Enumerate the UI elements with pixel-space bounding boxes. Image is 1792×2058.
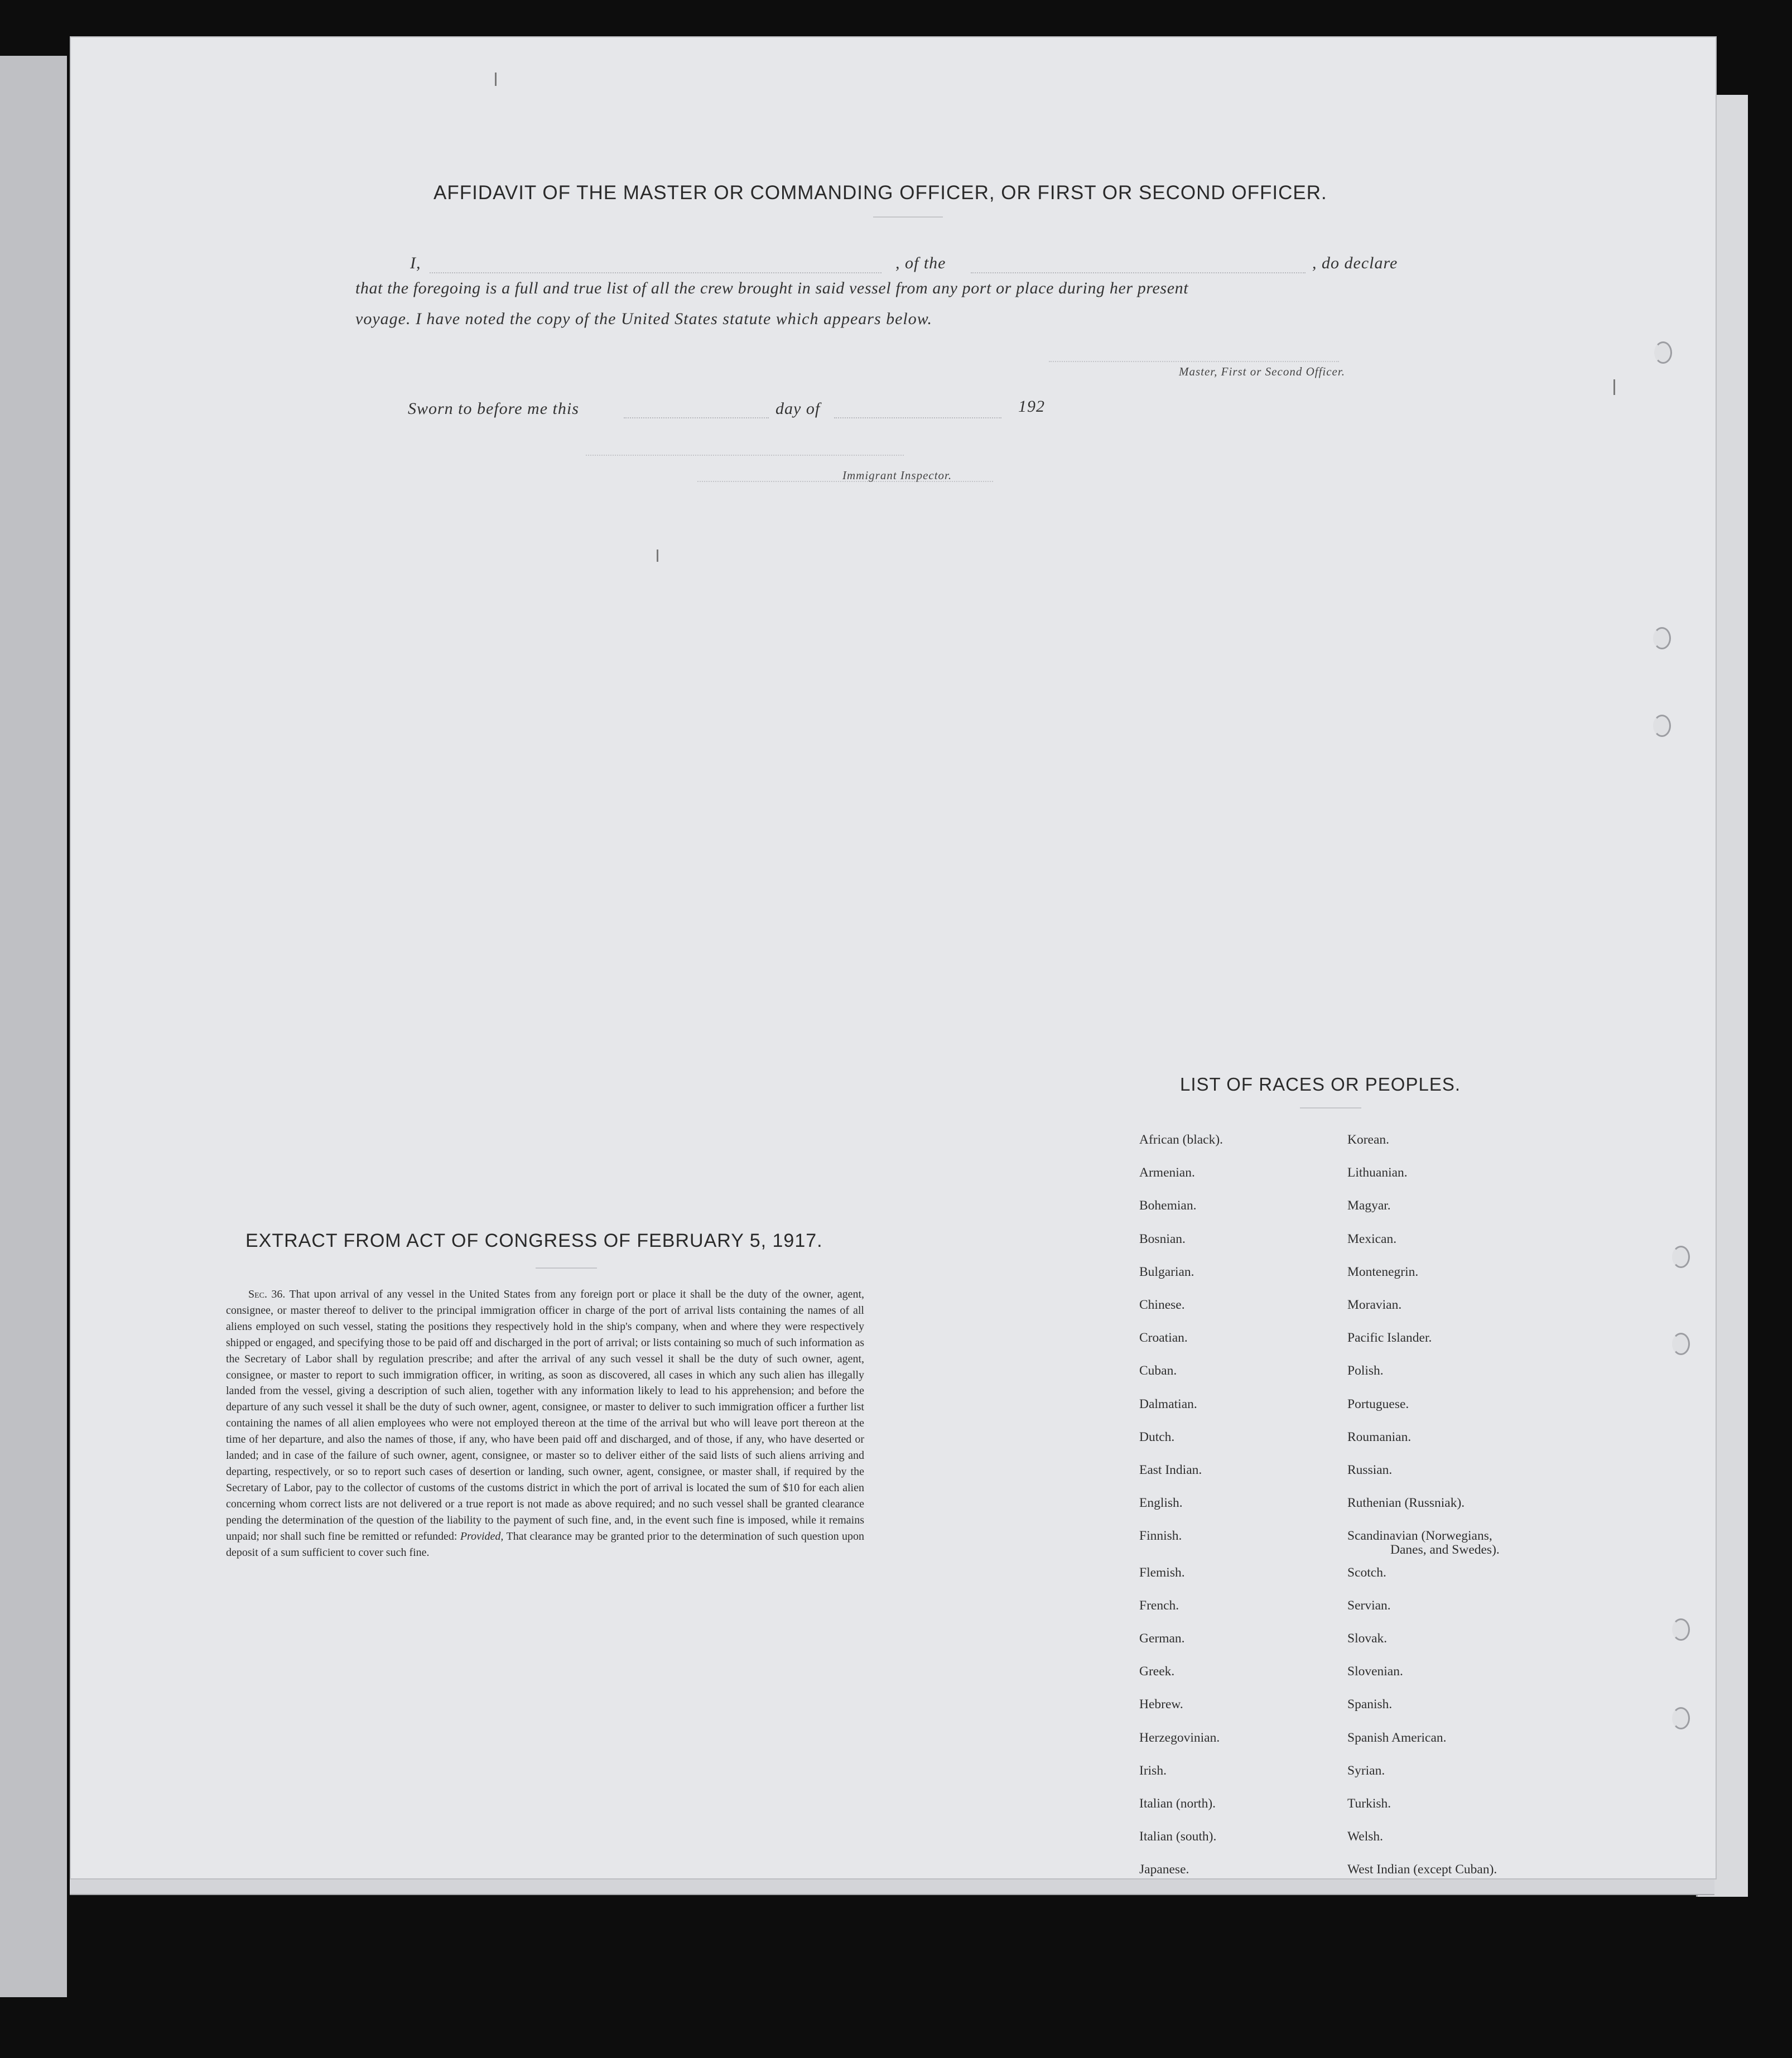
vessel-name-blank [971,272,1306,273]
race-item: Greek. [1139,1664,1175,1679]
affidavit-heading-rule [873,216,943,218]
race-item: Herzegovinian. [1139,1730,1220,1745]
race-item: Korean. [1347,1132,1390,1147]
race-item: Flemish. [1139,1565,1185,1580]
binder-hole [1653,627,1671,649]
race-item: Japanese. [1139,1862,1189,1877]
race-item: Welsh. [1347,1829,1384,1844]
race-item: Bohemian. [1139,1198,1197,1213]
sworn-month-blank [834,417,1001,418]
affidavit-line1-end: , do declare [1312,254,1398,272]
race-item: Spanish American. [1347,1730,1447,1745]
race-item: German. [1139,1631,1185,1646]
sheet-bottom-edge [70,1877,1714,1895]
signature-label: Master, First or Second Officer. [1179,365,1345,378]
race-item: Russian. [1347,1463,1393,1477]
race-item: Scandinavian (Norwegians, [1347,1529,1492,1544]
affidavit-heading: AFFIDAVIT OF THE MASTER OR COMMANDING OFFICER, OR FIRST OR SECOND OFFICER. [433,182,1327,204]
race-item: English. [1139,1496,1183,1511]
race-item: Pacific Islander. [1347,1331,1432,1346]
affidavit-line1-start: I, [410,254,421,272]
statute-text [226,1286,864,1560]
inspector-label: Immigrant Inspector. [842,469,952,482]
race-item: Turkish. [1347,1796,1391,1811]
race-item: Bosnian. [1139,1231,1186,1246]
sworn-year: 192 [1018,397,1045,416]
scan-mark [657,550,658,562]
race-item: Hebrew. [1139,1697,1183,1712]
race-item: Polish. [1347,1363,1384,1379]
race-item: Italian (north). [1139,1796,1216,1811]
race-item: Scotch. [1347,1565,1386,1580]
binder-hole [1672,1618,1690,1641]
inspector-signature-line [586,455,904,456]
race-item: Dutch. [1139,1429,1175,1444]
race-item: Roumanian. [1347,1429,1412,1444]
race-item: Montenegrin. [1347,1264,1419,1279]
race-item: Magyar. [1347,1198,1391,1213]
scan-mark [1613,379,1615,395]
race-item: West Indian (except Cuban). [1347,1862,1497,1877]
race-item: Italian (south). [1139,1829,1217,1844]
statute-body: That upon arrival of any vessel in the United States from any foreign port or place it shall be the duty of the owner, agent, consignee, or master thereof to deliver to the principal immigration officer in charge of the port of arrival lists containing the names of all aliens employed on such vessel, stating the positions they respectively hold in the ship's company, when and where they were respectively shipped or engaged, and specifying those to be paid off and discharged in the port of arrival; or lists containing so much of such information as the Secretary of Labor shall by regulation prescribe; and after the arrival of any such vessel it shall be the duty of such owner, agent, consignee, or master to report to such immigration officer, in writing, as soon as discovered, all cases in which any such alien has illegally landed from the vessel, giving a description of such alien, together with any information likely to lead to his apprehension; and before the departure of any such vessel it shall be the duty of such owner, agent, consignee, or master to deliver to such immigration officer a further list containing the names of all alien employees who were not employed thereon at the time of the arrival but who will leave port thereon at the time of her departure, and also the names of those, if any, who have been paid off and discharged, and of those, if any, who have deserted or landed; and in case of the failure of such owner, agent, consignee, or master so to deliver either of the said lists of such aliens arriving and departing, respectively, or so to report such cases of desertion or landing, such owner, agent, consignee, or master shall, if required by the Secretary of Labor, pay to the collector of customs of the customs district in which the port of arrival is located the sum of $10 for each alien concerning whom correct lists are not delivered or a true report is not made as above required; and no such vessel shall be granted clearance pending the determination of the question of the liability to the payment of such fine, and, in the event such fine is imposed, while it remains unpaid; nor shall such fine be remitted or refunded: [226,1288,865,1543]
race-item: Finnish. [1139,1529,1182,1544]
statute-provided: Provided, [460,1530,504,1543]
binder-hole [1672,1333,1690,1355]
binder-hole [1653,715,1671,737]
scandinavian-continued: Danes, and Swedes). [1390,1543,1500,1557]
race-item: Croatian. [1139,1331,1188,1346]
race-item: Portuguese. [1347,1396,1409,1411]
binder-hole [1672,1707,1690,1729]
races-heading: LIST OF RACES OR PEOPLES. [1180,1074,1461,1095]
signature-line [1049,361,1339,362]
race-item: Spanish. [1347,1697,1393,1712]
race-item: African (black). [1139,1132,1223,1147]
statute-body-end: That clearance may be granted prior to the determination of such question upon deposit of a sum sufficient to cover such fine. [226,1530,865,1559]
races-heading-rule [1300,1107,1361,1108]
master-name-blank [430,272,881,273]
affidavit-line2: that the foregoing is a full and true list of all the crew brought in said vessel from any port or place during her present [355,279,1189,297]
race-item: Syrian. [1347,1763,1385,1778]
race-item: Lithuanian. [1347,1165,1408,1180]
race-item: Armenian. [1139,1165,1195,1180]
race-item: Moravian. [1347,1298,1402,1312]
extract-heading-rule [536,1267,597,1269]
sworn-day-blank [624,417,769,418]
affidavit-line3: voyage. I have noted the copy of the United States statute which appears below. [355,310,933,328]
race-item: Slovenian. [1347,1664,1403,1679]
race-item: Bulgarian. [1139,1264,1194,1279]
left-page-edge [0,56,67,1997]
sworn-day-label: day of [775,399,821,418]
race-item: Cuban. [1139,1363,1177,1379]
race-item: French. [1139,1598,1179,1613]
race-item: Ruthenian (Russniak). [1347,1496,1465,1511]
race-item: Chinese. [1139,1298,1185,1312]
race-item: Mexican. [1347,1231,1397,1246]
sworn-prefix: Sworn to before me this [408,399,579,418]
statute-section-number: Sec. 36. [248,1288,286,1300]
binder-hole [1654,341,1672,364]
binder-hole [1672,1246,1690,1268]
affidavit-line1-middle: , of the [895,254,946,272]
race-item: Dalmatian. [1139,1396,1197,1411]
race-item: Slovak. [1347,1631,1388,1646]
race-item: East Indian. [1139,1463,1202,1477]
race-item: Servian. [1347,1598,1391,1613]
extract-heading: EXTRACT FROM ACT OF CONGRESS OF FEBRUARY 5, 1917. [245,1230,823,1251]
scan-mark [495,73,497,86]
race-item: Irish. [1139,1763,1167,1778]
